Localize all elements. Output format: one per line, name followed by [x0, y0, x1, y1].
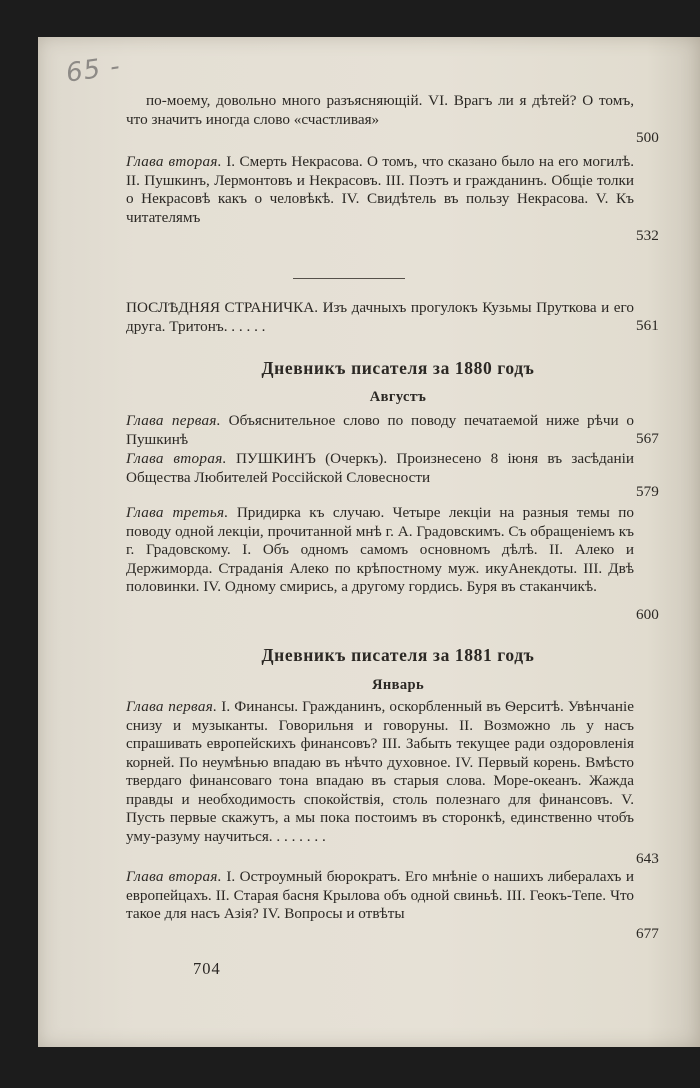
toc-page-number: 532	[636, 227, 659, 244]
toc-entry-4	[126, 412, 634, 449]
toc-entry-text: ПУШКИНЪ (Очеркъ). Произнесено 8 іюня въ засѣданіи Общества Любителей Россійской Словесности	[126, 450, 634, 486]
toc-entry-text: I. Смерть Некрасова. О томъ, что сказано было на его могилѣ. II. Пушкинъ, Лермонтовъ и Некрасовъ. III. Поэтъ и гражданинъ. Общіе толки о Некрасовѣ какъ о человѣкѣ. IV. Свидѣтель въ пользу Некрасова. V. Къ читателямъ	[126, 153, 634, 226]
pencil-margin-note: 65 -	[64, 51, 123, 89]
toc-page-number: 643	[636, 850, 659, 867]
toc-page-number: 600	[636, 606, 659, 623]
chapter-label: Глава вторая.	[126, 153, 222, 170]
toc-entry-text: Объяснительное слово по поводу печатаемой ниже рѣчи о Пушкинѣ	[126, 412, 634, 448]
toc-entry-7	[126, 698, 634, 846]
toc-entry-text: ПОСЛѢДНЯЯ СТРАНИЧКА. Изъ дачныхъ прогулокъ Кузьмы Пруткова и его друга. Тритонъ. . . . . .	[126, 299, 634, 335]
section-month-january: Январь	[371, 677, 425, 693]
chapter-label: Глава первая.	[126, 412, 221, 429]
toc-entry-1	[126, 92, 634, 129]
toc-entry-3	[126, 299, 634, 336]
toc-page-number: 579	[636, 483, 659, 500]
toc-entry-text: по-моему, довольно много разъясняющій. VI. Врагъ ли я дѣтей? О томъ, что значитъ иногда слово «счастливая»	[126, 92, 634, 128]
toc-entry-text: I. Финансы. Гражданинъ, оскорбленный въ Ѳерситѣ. Увѣнчаніе снизу и музыканты. Говорильня и говоруны. II. Возможно ль у насъ спрашивать европейскихъ финансовъ? III. Забыть текущее ради оздоровленія корней. По неумѣнью впадаю въ нѣчто духовное. IV. Первый корень. Вмѣсто твердаго финансоваго тона впадаю въ старыя слова. Море-океанъ. Жажда правды и необходимость спокойствія, столь полезнаго для финансовъ. V. Пусть первые скажутъ, а мы пока постоимъ въ сторонкѣ, единственно чтобъ уму-разуму научиться. . . . . . . .	[126, 698, 634, 845]
toc-entry-8	[126, 868, 634, 924]
toc-entry-6	[126, 504, 634, 597]
toc-entry-text: Придирка къ случаю. Четыре лекціи на разныя темы по поводу одной лекціи, прочитанной мнѣ г. А. Градовскимъ. Съ обращеніемъ къ г. Градовскому. I. Объ одномъ самомъ основномъ дѣлѣ. II. Алеко и Держиморда. Страданія Алеко по крѣпостному муж. икуАнекдоты. III. Двѣ половинки. IV. Одному смирись, а другому гордись. Буря въ стаканчикѣ.	[126, 504, 634, 595]
toc-entry-2	[126, 153, 634, 227]
section-title-1880: Дневникъ писателя за 1880 годъ	[261, 358, 535, 378]
page-number-footer: 704	[193, 959, 221, 978]
section-title-1881: Дневникъ писателя за 1881 годъ	[261, 645, 535, 665]
toc-page-number: 500	[636, 129, 659, 146]
toc-entry-text: I. Остроумный бюрократъ. Его мнѣніе о нашихъ либералахъ и европейцахъ. II. Старая басня Крылова объ одной свиньѣ. III. Геокъ-Тепе. Что такое для насъ Азія? IV. Вопросы и отвѣты	[126, 868, 634, 922]
toc-entry-5	[126, 450, 634, 487]
chapter-label: Глава вторая.	[126, 450, 227, 467]
chapter-label: Глава первая.	[126, 698, 218, 715]
toc-page-number: 677	[636, 925, 659, 942]
section-month-august: Августъ	[369, 389, 427, 405]
toc-page-number: 567	[636, 430, 659, 447]
chapter-label: Глава вторая.	[126, 868, 222, 885]
chapter-label: Глава третья.	[126, 504, 229, 521]
toc-page-number: 561	[636, 317, 659, 334]
divider-rule	[293, 278, 405, 279]
book-page	[38, 37, 700, 1047]
